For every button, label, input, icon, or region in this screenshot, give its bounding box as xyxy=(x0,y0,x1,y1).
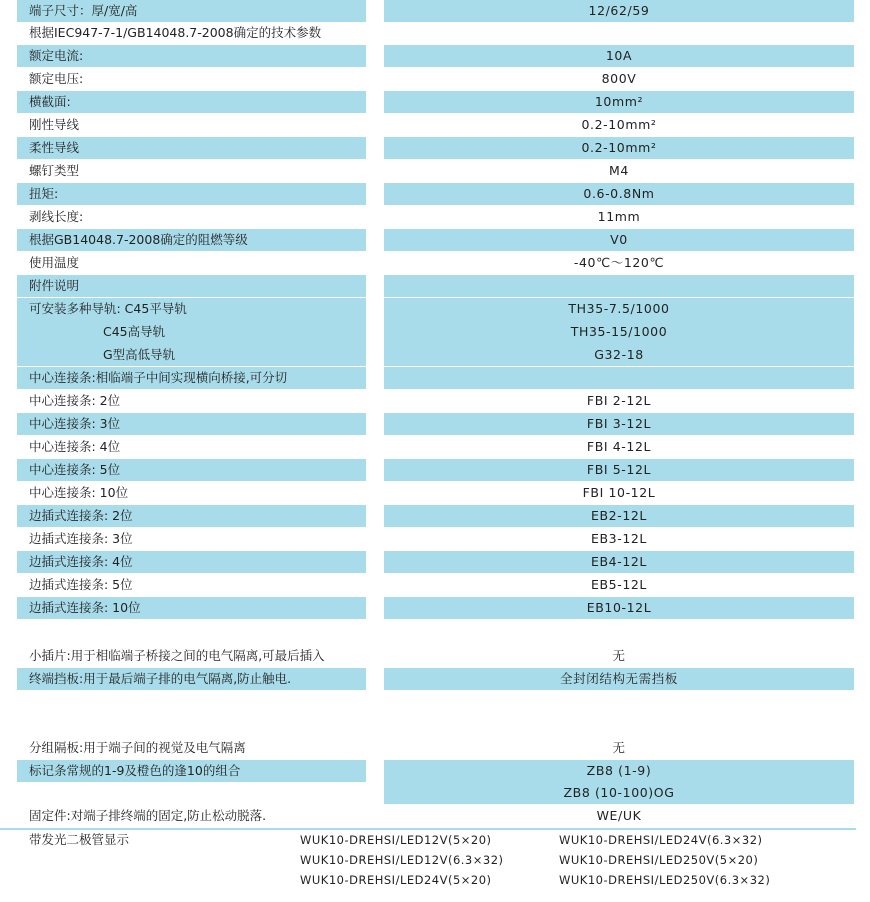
spec-row xyxy=(0,0,870,22)
spec-label: 螺钉类型 xyxy=(29,163,80,178)
spec-label: 边插式连接条: 10位 xyxy=(17,597,366,619)
spec-row xyxy=(0,782,870,804)
led-item: WUK10-DREHSI/LED250V(5×20) xyxy=(559,853,759,867)
spec-row xyxy=(0,459,870,481)
spec-value: FBI 4-12L xyxy=(586,439,652,454)
spec-label: 中心连接条: 5位 xyxy=(17,459,366,481)
spec-row xyxy=(0,68,870,90)
spec-row xyxy=(0,114,870,136)
spec-value: 全封闭结构无需挡板 xyxy=(384,668,854,690)
spec-label: 边插式连接条: 2位 xyxy=(17,505,366,527)
spec-label: 附件说明 xyxy=(17,275,366,297)
spec-value: M4 xyxy=(609,163,629,178)
spec-value: FBI 10-12L xyxy=(582,485,656,500)
spec-value: FBI 3-12L xyxy=(384,413,854,435)
spec-row xyxy=(0,22,870,44)
spec-label: 终端挡板:用于最后端子排的电气隔离,防止触电. xyxy=(17,668,366,690)
spec-row xyxy=(0,737,870,759)
spec-label: 使用温度 xyxy=(29,255,80,270)
spec-label: 中心连接条:相临端子中间实现横向桥接,可分切 xyxy=(17,367,366,389)
led-item: WUK10-DREHSI/LED12V(5×20) xyxy=(300,833,492,847)
spec-value: 11mm xyxy=(597,209,641,224)
spec-value: FBI 5-12L xyxy=(384,459,854,481)
spec-row xyxy=(0,436,870,458)
spec-value xyxy=(384,275,854,297)
spec-value: EB3-12L xyxy=(590,531,647,546)
spec-value: 无 xyxy=(612,648,626,663)
spec-label: 根据GB14048.7-2008确定的阻燃等级 xyxy=(17,229,366,251)
spec-label: 分组隔板:用于端子间的视觉及电气隔离 xyxy=(29,740,246,755)
led-item: WUK10-DREHSI/LED24V(6.3×32) xyxy=(559,833,763,847)
spec-value: ZB8 (1-9) xyxy=(586,763,652,778)
spec-row xyxy=(0,91,870,113)
spec-row xyxy=(0,413,870,435)
spec-label: 柔性导线 xyxy=(17,137,366,159)
spec-label: 边插式连接条: 5位 xyxy=(29,577,133,592)
spec-value: 800V xyxy=(601,71,637,86)
led-section-label: 带发光二极管显示 xyxy=(29,832,130,847)
spec-row xyxy=(0,229,870,251)
spec-label: 边插式连接条: 3位 xyxy=(29,531,133,546)
spec-row xyxy=(0,482,870,504)
spec-row xyxy=(0,668,870,690)
spec-label: 中心连接条: 10位 xyxy=(29,485,129,500)
spec-row xyxy=(0,45,870,67)
led-item: WUK10-DREHSI/LED250V(6.3×32) xyxy=(559,873,771,887)
spec-label: 边插式连接条: 4位 xyxy=(17,551,366,573)
led-item: WUK10-DREHSI/LED24V(5×20) xyxy=(300,873,492,887)
spec-label: 横截面: xyxy=(17,91,366,113)
spec-label: 中心连接条: 2位 xyxy=(29,393,121,408)
spec-row xyxy=(0,574,870,596)
spec-row xyxy=(0,645,870,667)
divider xyxy=(0,828,856,830)
spec-label: 额定电压: xyxy=(29,71,84,86)
spec-value: FBI 2-12L xyxy=(586,393,652,408)
spec-value: EB5-12L xyxy=(590,577,647,592)
spec-row xyxy=(0,344,870,366)
spec-value xyxy=(384,367,854,389)
spec-value: 10A xyxy=(384,45,854,67)
spec-label: 扭矩: xyxy=(17,183,366,205)
spec-label: 固定件:对端子排终端的固定,防止松动脱落. xyxy=(29,808,267,823)
spec-row xyxy=(0,137,870,159)
spec-label: 剥线长度: xyxy=(29,209,84,224)
spec-row xyxy=(0,206,870,228)
spec-row xyxy=(0,275,870,297)
spec-label: C45高导轨 xyxy=(103,324,166,339)
spec-label: 刚性导线 xyxy=(29,117,80,132)
spec-value: 0.6-0.8Nm xyxy=(384,183,854,205)
spec-value: 12/62/59 xyxy=(384,0,854,22)
spec-row xyxy=(0,597,870,619)
spec-row xyxy=(0,505,870,527)
spec-row xyxy=(0,367,870,389)
spec-label: 标记条常规的1-9及橙色的逢10的组合 xyxy=(17,760,366,782)
spec-label: 端子尺寸：厚/宽/高 xyxy=(17,0,366,22)
spec-label: 中心连接条: 3位 xyxy=(17,413,366,435)
spec-row xyxy=(0,160,870,182)
spec-row xyxy=(0,551,870,573)
spec-label: 根据IEC947-7-1/GB14048.7-2008确定的技术参数 xyxy=(29,25,322,40)
spec-value: G32-18 xyxy=(594,347,644,362)
spec-value: TH35-7.5/1000 xyxy=(568,301,670,316)
spec-value: WE/UK xyxy=(596,808,642,823)
spec-value: 10mm² xyxy=(384,91,854,113)
spec-row xyxy=(0,760,870,782)
spec-value: 无 xyxy=(612,740,626,755)
spec-value xyxy=(384,22,854,44)
spec-label: G型高低导轨 xyxy=(103,347,176,362)
spec-label: 额定电流: xyxy=(17,45,366,67)
spec-row xyxy=(0,390,870,412)
spec-row xyxy=(0,298,870,320)
spec-label: 小插片:用于相临端子桥接之间的电气隔离,可最后插入 xyxy=(29,648,325,663)
spec-row xyxy=(0,321,870,343)
spec-label xyxy=(17,782,366,804)
spec-value: 0.2-10mm² xyxy=(384,137,854,159)
spec-value: -40℃～120℃ xyxy=(573,255,665,270)
spec-value: 0.2-10mm² xyxy=(581,117,657,132)
spec-value: TH35-15/1000 xyxy=(570,324,668,339)
spec-row xyxy=(0,528,870,550)
spec-label: 中心连接条: 4位 xyxy=(29,439,121,454)
spec-row xyxy=(0,183,870,205)
spec-value: ZB8 (10-100)OG xyxy=(563,785,675,800)
spec-value: EB2-12L xyxy=(384,505,854,527)
spec-value: EB10-12L xyxy=(384,597,854,619)
spec-value: V0 xyxy=(384,229,854,251)
spec-row xyxy=(0,252,870,274)
spec-row xyxy=(0,805,870,827)
spec-label: 可安装多种导轨: C45平导轨 xyxy=(29,301,187,316)
spec-value: EB4-12L xyxy=(384,551,854,573)
led-item: WUK10-DREHSI/LED12V(6.3×32) xyxy=(300,853,504,867)
